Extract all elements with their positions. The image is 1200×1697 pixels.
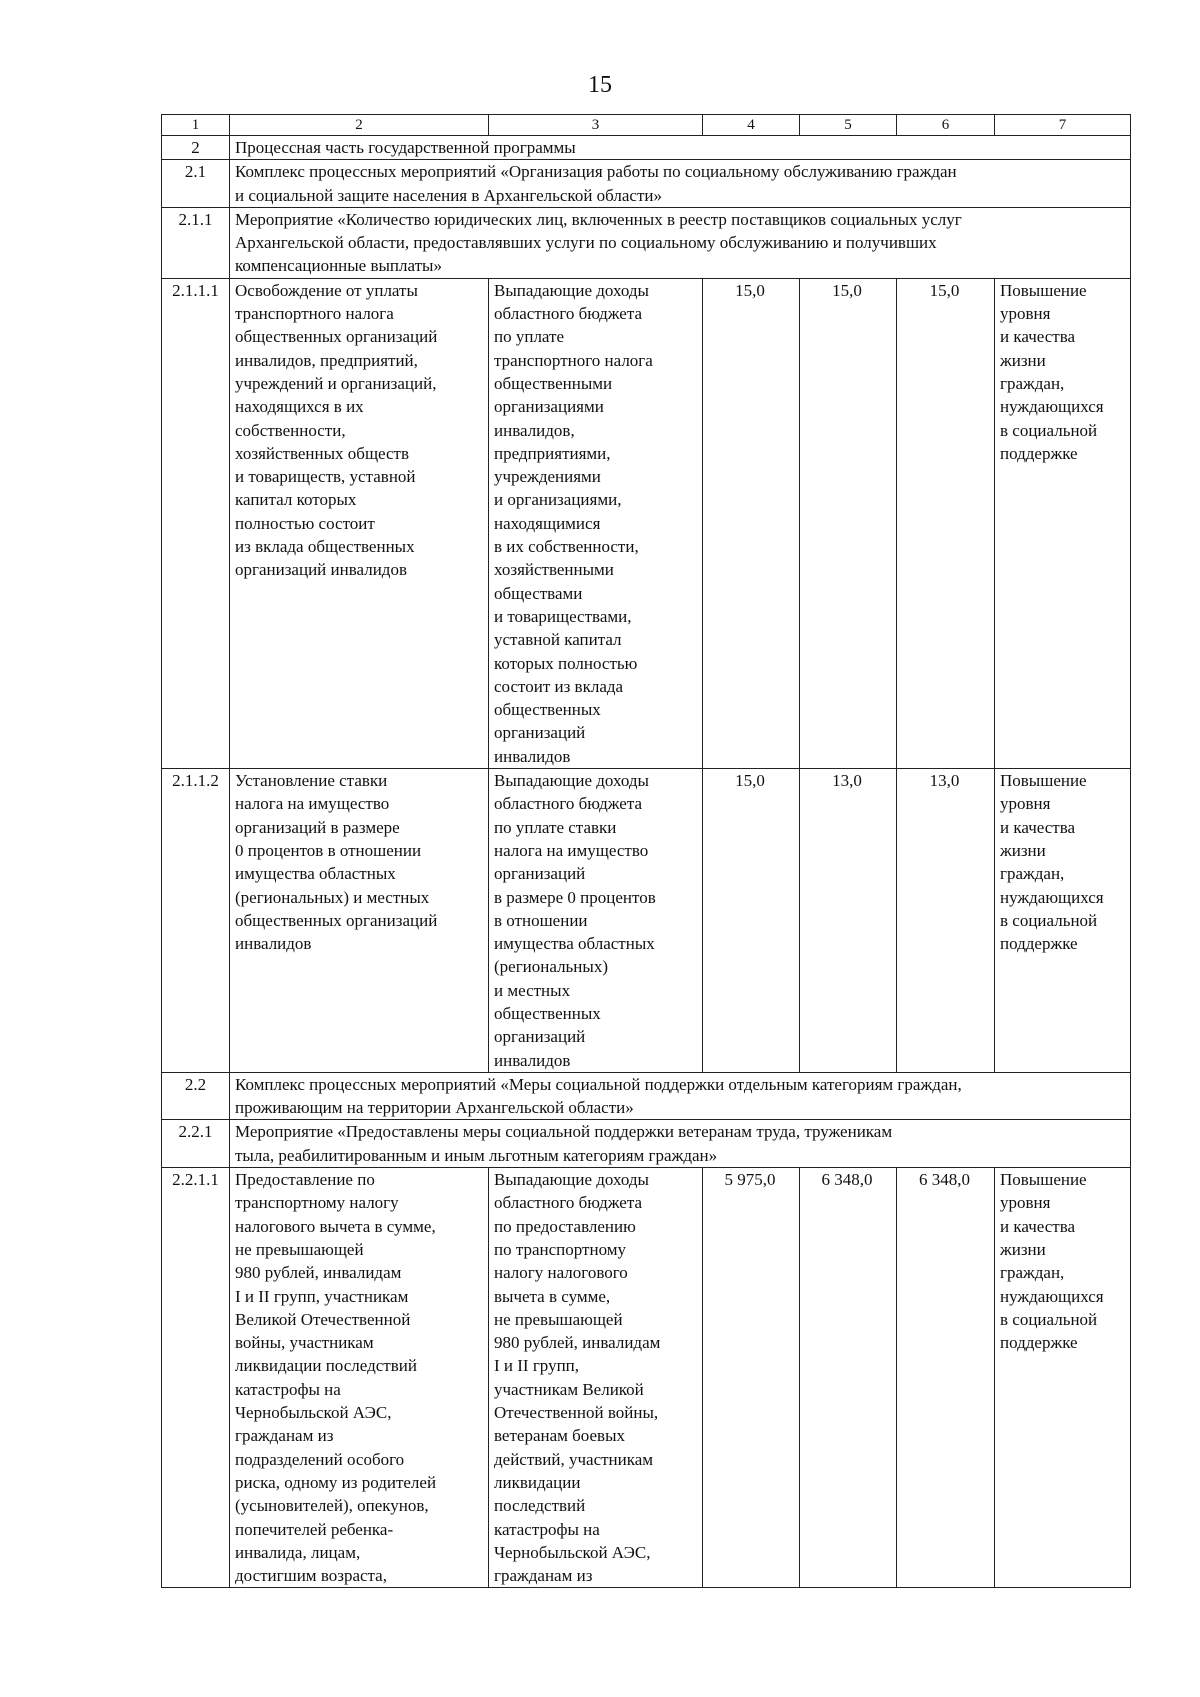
cell-text-line: гражданам из (235, 1426, 334, 1446)
measure-description (230, 769, 489, 1073)
cell-text-line: налогу налогового (494, 1263, 628, 1283)
cell-text-line: в социальной (1000, 420, 1098, 440)
section-title (230, 1120, 1131, 1168)
cell-text-line: по уплате ставки (494, 817, 617, 837)
section-row (162, 160, 1131, 208)
cell-text-line: I и II групп, (494, 1356, 580, 1376)
cell-text-line: обществами (494, 583, 583, 603)
section-row (162, 136, 1131, 160)
section-title (230, 1072, 1131, 1120)
cell-text-line: (региональных) и местных (235, 887, 430, 907)
cell-text-line: и социальной защите населения в Архангельской области» (235, 185, 662, 205)
column-number-cell: 3 (489, 115, 703, 136)
cell-text-line: Комплекс процессных мероприятий «Организация работы по социальному обслуживанию граждан (235, 162, 957, 182)
section-title (230, 160, 1131, 208)
cell-text-line: предприятиями, (494, 443, 611, 463)
cell-text-line: катастрофы на (235, 1379, 341, 1399)
cell-text-line: Комплекс процессных мероприятий «Меры социальной поддержки отдельным категориям граждан, (235, 1074, 962, 1094)
cell-text-line: инвалида, лицам, (235, 1542, 361, 1562)
cell-text-line: областного бюджета (494, 1193, 643, 1213)
cell-text-line: и местных (494, 980, 571, 1000)
cell-text-line: организациями (494, 397, 604, 417)
cell-text-line: в социальной (1000, 910, 1098, 930)
cell-text-line: находящихся в их (235, 397, 364, 417)
cell-text-line: последствий (494, 1496, 586, 1516)
cell-text-line: и организациями, (494, 490, 622, 510)
cell-text-line: организаций в размере (235, 817, 400, 837)
cell-text-line: по транспортному (494, 1239, 627, 1259)
cell-text-line: поддержке (1000, 934, 1078, 954)
column-number-cell: 5 (800, 115, 897, 136)
lost-revenue-description (489, 278, 703, 768)
row-number: 2.2 (162, 1072, 230, 1120)
cell-text-line: уровня (1000, 1193, 1051, 1213)
cell-text-line: инвалидов (494, 746, 571, 766)
cell-text-line: инвалидов, (494, 420, 575, 440)
cell-text-line: транспортного налога (235, 304, 394, 324)
cell-text-line: жизни (1000, 350, 1046, 370)
cell-text-line: Освобождение от уплаты (235, 280, 418, 300)
cell-text-line: состоит из вклада (494, 676, 624, 696)
cell-text-line: и качества (1000, 327, 1076, 347)
cell-text-line: войны, участникам (235, 1333, 374, 1353)
section-title (230, 207, 1131, 278)
cell-text-line: ликвидации (494, 1472, 581, 1492)
cell-text-line: общественных организаций (235, 327, 438, 347)
cell-text-line: Выпадающие доходы (494, 1170, 649, 1190)
cell-text-line: организаций (494, 1027, 586, 1047)
cell-text-line: 980 рублей, инвалидам (494, 1333, 661, 1353)
section-row (162, 1120, 1131, 1168)
cell-text-line: налогового вычета в сумме, (235, 1216, 436, 1236)
section-row (162, 1072, 1131, 1120)
lost-revenue-description (489, 1168, 703, 1588)
cell-text-line: Повышение (1000, 1170, 1087, 1190)
cell-text-line: капитал которых (235, 490, 357, 510)
cell-text-line: инвалидов, предприятий, (235, 350, 418, 370)
cell-text-line: поддержке (1000, 1333, 1078, 1353)
cell-text-line: учреждений и организаций, (235, 373, 437, 393)
cell-text-line: участникам Великой (494, 1379, 644, 1399)
row-number: 2.1 (162, 160, 230, 208)
cell-text-line: Установление ставки (235, 771, 388, 791)
cell-text-line: налога на имущество (235, 794, 390, 814)
cell-text-line: Выпадающие доходы (494, 771, 649, 791)
cell-text-line: по предоставлению (494, 1216, 636, 1236)
amount-value: 15,0 (897, 278, 995, 768)
cell-text-line: налога на имущество (494, 840, 649, 860)
cell-text-line: граждан, (1000, 373, 1065, 393)
cell-text-line: транспортного налога (494, 350, 653, 370)
cell-text-line: не превышающей (235, 1239, 364, 1259)
row-number: 2.1.1.1 (162, 278, 230, 768)
expected-result (995, 278, 1131, 768)
cell-text-line: инвалидов (494, 1050, 571, 1070)
cell-text-line: компенсационные выплаты» (235, 256, 442, 276)
cell-text-line: ликвидации последствий (235, 1356, 417, 1376)
cell-text-line: катастрофы на (494, 1519, 600, 1539)
row-number: 2 (162, 136, 230, 160)
cell-text-line: тыла, реабилитированным и иным льготным категориям граждан» (235, 1145, 718, 1165)
measure-row (162, 769, 1131, 1073)
cell-text-line: по уплате (494, 327, 565, 347)
cell-text-line: Архангельской области, предоставлявших услуги по социальному обслуживанию и получивших (235, 233, 937, 253)
amount-value: 5 975,0 (703, 1168, 800, 1588)
cell-text-line: 0 процентов в отношении (235, 840, 422, 860)
cell-text-line: уровня (1000, 794, 1051, 814)
cell-text-line: ветеранам боевых (494, 1426, 625, 1446)
cell-text-line: (региональных) (494, 957, 608, 977)
header-row (162, 115, 1131, 136)
cell-text-line: собственности, (235, 420, 346, 440)
row-number: 2.2.1 (162, 1120, 230, 1168)
cell-text-line: Мероприятие «Количество юридических лиц, включенных в реестр поставщиков социальных услуг (235, 209, 962, 229)
cell-text-line: уставной капитал (494, 630, 622, 650)
cell-text-line: вычета в сумме, (494, 1286, 611, 1306)
cell-text-line: уровня (1000, 304, 1051, 324)
measure-description (230, 1168, 489, 1588)
column-number-cell: 1 (162, 115, 230, 136)
table-body (162, 115, 1131, 1588)
amount-value: 15,0 (703, 769, 800, 1073)
cell-text-line: инвалидов (235, 934, 312, 954)
cell-text-line: достигшим возраста, (235, 1566, 387, 1586)
measure-description (230, 278, 489, 768)
cell-text-line: общественных (494, 700, 601, 720)
cell-text-line: Выпадающие доходы (494, 280, 649, 300)
section-title (230, 136, 1131, 160)
cell-text-line: риска, одному из родителей (235, 1472, 437, 1492)
cell-text-line: Чернобыльской АЭС, (494, 1542, 651, 1562)
cell-text-line: из вклада общественных (235, 537, 415, 557)
cell-text-line: действий, участникам (494, 1449, 654, 1469)
cell-text-line: нуждающихся (1000, 1286, 1104, 1306)
cell-text-line: хозяйственными (494, 560, 614, 580)
cell-text-line: транспортному налогу (235, 1193, 399, 1213)
measure-row (162, 1168, 1131, 1588)
expected-result (995, 769, 1131, 1073)
cell-text-line: I и II групп, участникам (235, 1286, 409, 1306)
lost-revenue-description (489, 769, 703, 1073)
cell-text-line: (усыновителей), опекунов, (235, 1496, 429, 1516)
cell-text-line: областного бюджета (494, 304, 643, 324)
cell-text-line: в отношении (494, 910, 588, 930)
cell-text-line: жизни (1000, 1239, 1046, 1259)
row-number: 2.1.1.2 (162, 769, 230, 1073)
cell-text-line: подразделений особого (235, 1449, 405, 1469)
amount-value: 15,0 (800, 278, 897, 768)
cell-text-line: областного бюджета (494, 794, 643, 814)
cell-text-line: не превышающей (494, 1309, 623, 1329)
cell-text-line: в размере 0 процентов (494, 887, 656, 907)
cell-text-line: Предоставление по (235, 1170, 375, 1190)
amount-value: 15,0 (703, 278, 800, 768)
cell-text-line: нуждающихся (1000, 397, 1104, 417)
cell-text-line: Великой Отечественной (235, 1309, 411, 1329)
cell-text-line: находящимися (494, 513, 601, 533)
amount-value: 6 348,0 (800, 1168, 897, 1588)
cell-text-line: Отечественной войны, (494, 1403, 659, 1423)
column-number-cell: 4 (703, 115, 800, 136)
column-number-cell: 6 (897, 115, 995, 136)
section-row (162, 207, 1131, 278)
row-number: 2.2.1.1 (162, 1168, 230, 1588)
cell-text-line: граждан, (1000, 1263, 1065, 1283)
column-number-cell: 7 (995, 115, 1131, 136)
cell-text-line: учреждениями (494, 467, 601, 487)
cell-text-line: проживающим на территории Архангельской области» (235, 1098, 634, 1118)
cell-text-line: Процессная часть государственной программы (235, 138, 576, 157)
row-number: 2.1.1 (162, 207, 230, 278)
cell-text-line: 980 рублей, инвалидам (235, 1263, 402, 1283)
program-table (161, 114, 1131, 1588)
cell-text-line: общественных организаций (235, 910, 438, 930)
amount-value: 6 348,0 (897, 1168, 995, 1588)
cell-text-line: граждан, (1000, 864, 1065, 884)
cell-text-line: общественными (494, 373, 613, 393)
cell-text-line: нуждающихся (1000, 887, 1104, 907)
cell-text-line: Мероприятие «Предоставлены меры социальной поддержки ветеранам труда, труженикам (235, 1122, 893, 1142)
cell-text-line: общественных (494, 1003, 601, 1023)
cell-text-line: Повышение (1000, 280, 1087, 300)
measure-row (162, 278, 1131, 768)
cell-text-line: полностью состоит (235, 513, 375, 533)
cell-text-line: имущества областных (235, 864, 396, 884)
cell-text-line: жизни (1000, 840, 1046, 860)
cell-text-line: поддержке (1000, 443, 1078, 463)
cell-text-line: Повышение (1000, 771, 1087, 791)
cell-text-line: хозяйственных обществ (235, 443, 410, 463)
cell-text-line: и товариществами, (494, 606, 632, 626)
cell-text-line: организаций инвалидов (235, 560, 407, 580)
cell-text-line: имущества областных (494, 934, 655, 954)
column-number-cell: 2 (230, 115, 489, 136)
cell-text-line: организаций (494, 864, 586, 884)
cell-text-line: гражданам из (494, 1566, 593, 1586)
amount-value: 13,0 (897, 769, 995, 1073)
amount-value: 13,0 (800, 769, 897, 1073)
cell-text-line: организаций (494, 723, 586, 743)
cell-text-line: в их собственности, (494, 537, 639, 557)
cell-text-line: и качества (1000, 1216, 1076, 1236)
expected-result (995, 1168, 1131, 1588)
page-number: 15 (588, 72, 612, 98)
cell-text-line: в социальной (1000, 1309, 1098, 1329)
cell-text-line: и товариществ, уставной (235, 467, 416, 487)
cell-text-line: и качества (1000, 817, 1076, 837)
cell-text-line: попечителей ребенка- (235, 1519, 394, 1539)
cell-text-line: которых полностью (494, 653, 638, 673)
cell-text-line: Чернобыльской АЭС, (235, 1403, 392, 1423)
